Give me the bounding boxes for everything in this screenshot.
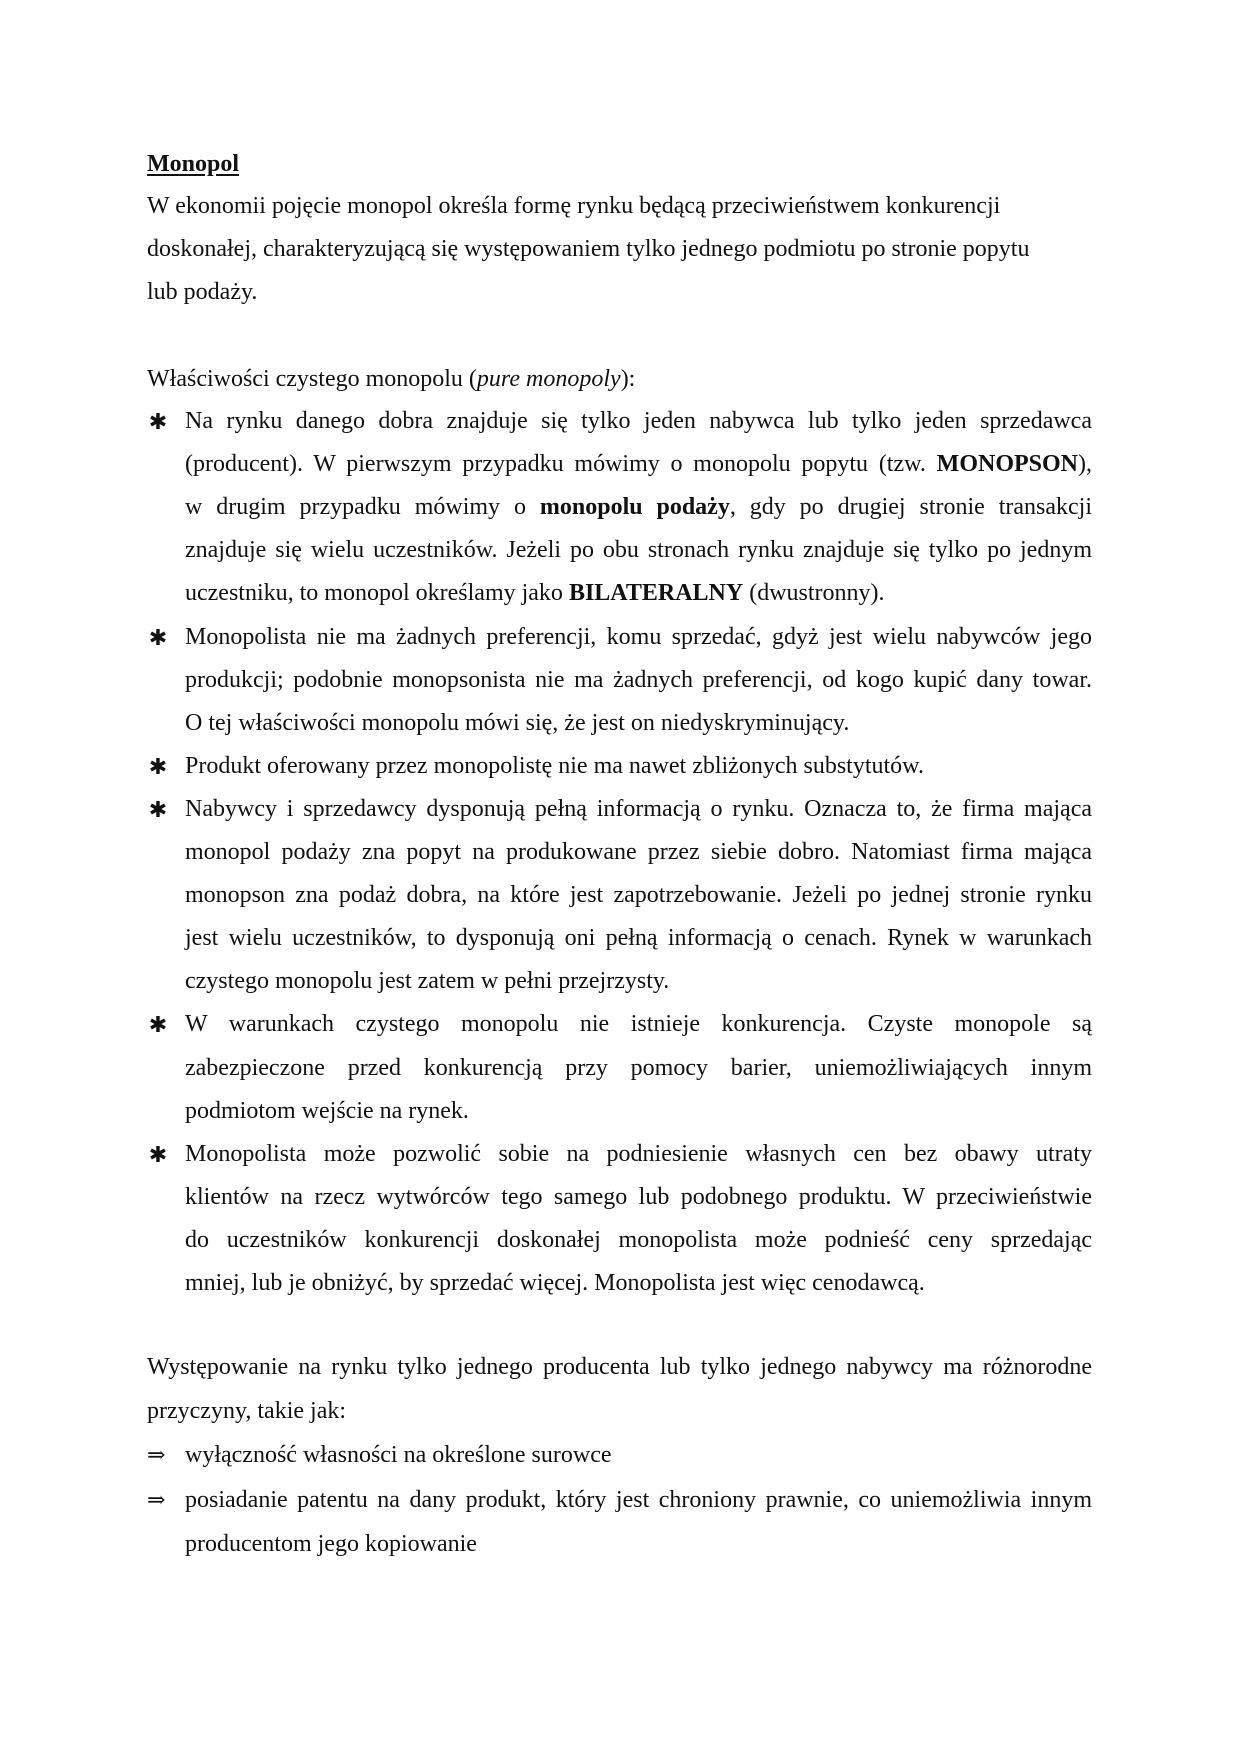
text-segment: Monopolista nie ma żadnych preferencji, komu sprzedać, gdyż jest wielu nabywców jego: [185, 623, 1092, 650]
causes-intro-line: Występowanie na rynku tylko jednego producenta lub tylko jednego nabywcy ma różnorodne: [147, 1354, 1092, 1380]
intro-line: lub podaży.: [147, 279, 258, 305]
causes-intro-line: przyczyny, takie jak:: [147, 1398, 347, 1424]
properties-heading-prefix: Właściwości czystego monopolu (: [147, 366, 477, 392]
list-item-line: [185, 666, 1092, 694]
properties-heading-italic: pure monopoly: [476, 366, 621, 392]
list-item-line: [185, 838, 1092, 866]
bold-term: monopolu podaży: [539, 494, 730, 521]
list-item-line: [185, 579, 885, 607]
list-item-line: [185, 1183, 1092, 1211]
list-item-line: producentom jego kopiowanie: [185, 1531, 477, 1557]
text-segment: klientów na rzecz wytwórców tego samego lub podobnego produktu. W przeciwieństwie: [185, 1183, 1092, 1210]
text-segment: Produkt oferowany przez monopolistę nie ma nawet zbliżonych substytutów.: [185, 752, 924, 779]
text-segment: , gdy po drugiej stronie transakcji: [729, 494, 1093, 521]
list-item-line: [185, 795, 1092, 823]
list-item-line: [185, 1054, 1092, 1082]
text-segment: Na rynku danego dobra znajduje się tylko jeden nabywca lub tylko jeden sprzedawca: [185, 408, 1092, 434]
asterisk-bullet-icon: ✱: [148, 409, 168, 434]
text-segment: W warunkach czystego monopolu nie istnieje konkurencja. Czyste monopole są: [185, 1011, 1092, 1038]
list-item-line: [185, 967, 669, 995]
list-item-line: wyłączność własności na określone surowce: [185, 1442, 612, 1468]
properties-heading: [147, 365, 635, 393]
intro-line: W ekonomii pojęcie monopol określa formę rynku będącą przeciwieństwem konkurencji: [147, 193, 1001, 219]
text-segment: Nabywcy i sprzedawcy dysponują pełną informacją o rynku. Oznacza to, że firma mająca: [185, 795, 1092, 822]
text-segment: uczestniku, to monopol określamy jako: [185, 580, 569, 607]
properties-heading-suffix: ):: [620, 366, 636, 392]
text-segment: monopol podaży zna popyt na produkowane przez siebie dobro. Natomiast firma mająca: [185, 839, 1092, 865]
asterisk-bullet-icon: ✱: [148, 1012, 168, 1038]
text-segment: ),: [1078, 451, 1092, 478]
list-item-line: [185, 752, 924, 780]
text-segment: (dwustronny).: [743, 580, 885, 607]
list-item-line: posiadanie patentu na dany produkt, który jest chroniony prawnie, co uniemożliwia innym: [185, 1486, 1092, 1513]
list-item-line: [185, 623, 1092, 651]
text-segment: produkcji; podobnie monopsonista nie ma żadnych preferencji, od kogo kupić dany towar.: [185, 666, 1092, 693]
list-item-line: [185, 1097, 469, 1125]
list-item-line: [185, 709, 849, 737]
asterisk-bullet-icon: ✱: [148, 624, 168, 650]
list-item-line: [185, 536, 1092, 564]
intro-line: doskonałej, charakteryzującą się występowaniem tylko jednego podmiotu po stronie popytu: [147, 236, 1030, 262]
double-arrow-bullet-icon: ⇒: [147, 1442, 166, 1467]
list-item-line: [185, 493, 1092, 521]
list-item-line: [185, 881, 1092, 909]
asterisk-bullet-icon: ✱: [148, 1141, 168, 1167]
text-segment: w drugim przypadku mówimy o: [185, 494, 540, 521]
text-segment: mniej, lub je obniżyć, by sprzedać więcej. Monopolista jest więc cenodawcą.: [185, 1270, 925, 1296]
list-item-line: [185, 1226, 1092, 1254]
list-item-line: [185, 924, 1092, 952]
text-segment: O tej właściwości monopolu mówi się, że jest on niedyskryminujący.: [185, 709, 850, 736]
list-item-line: [185, 407, 1092, 435]
text-segment: znajduje się wielu uczestników. Jeżeli po obu stronach rynku znajduje się tylko po jednym: [185, 537, 1092, 564]
list-item-line: [185, 1140, 1092, 1168]
text-segment: czystego monopolu jest zatem w pełni przejrzysty.: [185, 968, 670, 995]
asterisk-bullet-icon: ✱: [148, 753, 168, 779]
text-segment: podmiotom wejście na rynek.: [185, 1097, 469, 1124]
bold-term: MONOPSON: [936, 451, 1078, 478]
list-item-line: [185, 1010, 1092, 1038]
double-arrow-bullet-icon: ⇒: [147, 1486, 166, 1512]
list-item-line: [185, 1269, 925, 1297]
list-item-line: [185, 450, 1092, 478]
page-title: Monopol: [147, 151, 240, 177]
text-segment: zabezpieczone przed konkurencją przy pomocy barier, uniemożliwiających innym: [185, 1054, 1092, 1081]
asterisk-bullet-icon: ✱: [148, 796, 168, 822]
text-segment: Monopolista może pozwolić sobie na podniesienie własnych cen bez obawy utraty: [185, 1140, 1092, 1167]
text-segment: monopson zna podaż dobra, na które jest zapotrzebowanie. Jeżeli po jednej stronie rynku: [185, 882, 1092, 909]
text-segment: jest wielu uczestników, to dysponują oni pełną informacją o cenach. Rynek w warunkach: [185, 925, 1092, 952]
text-segment: (producent). W pierwszym przypadku mówimy o monopolu popytu (tzw.: [185, 451, 937, 478]
bold-term: BILATERALNY: [568, 580, 744, 607]
text-segment: do uczestników konkurencji doskonałej monopolista może podnieść ceny sprzedając: [185, 1226, 1092, 1253]
